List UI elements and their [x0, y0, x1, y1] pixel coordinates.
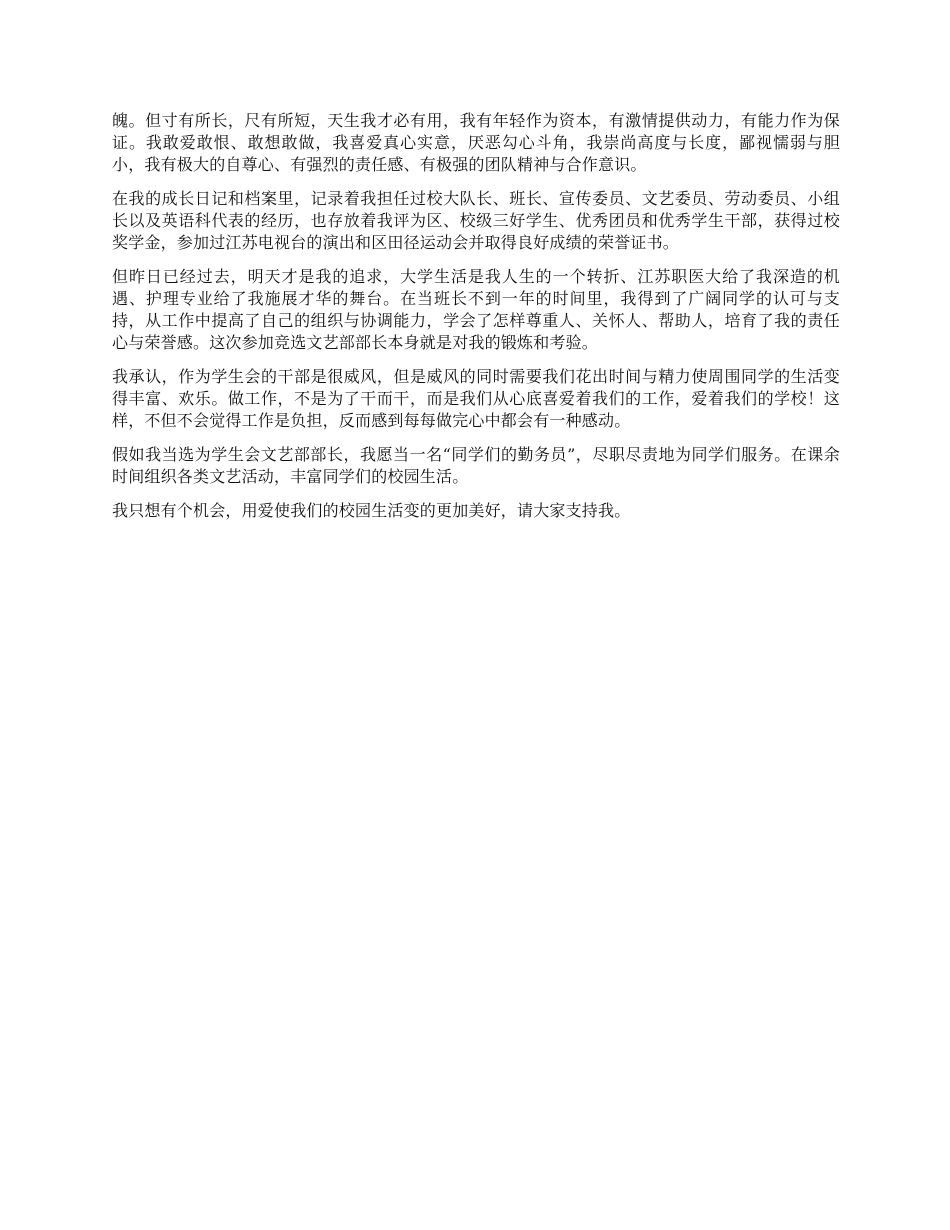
paragraph-3: 但昨日已经过去，明天才是我的追求，大学生活是我人生的一个转折、江苏职医大给了我深造的机遇、护理专业给了我施展才华的舞台。在当班长不到一年的时间里，我得到了广阔同学的认可与支持，从工作中提高了自己的组织与协调能力，学会了怎样尊重人、关怀人、帮助人，培育了我的责任心与荣誉感。这次参加竞选文艺部部长本身就是对我的锻炼和考验。	[112, 267, 840, 352]
paragraph-4: 我承认，作为学生会的干部是很威风，但是威风的同时需要我们花出时间与精力使周围同学的生活变得丰富、欢乐。做工作，不是为了干而干，而是我们从心底喜爱着我们的工作，爱着我们的学校！这样，不但不会觉得工作是负担，反而感到每每做完心中都会有一种感动。	[112, 367, 840, 430]
paragraph-1: 魄。但寸有所长，尺有所短，天生我才必有用，我有年轻作为资本，有激情提供动力，有能力作为保证。我敢爱敢恨、敢想敢做，我喜爱真心实意，厌恶勾心斗角，我崇尚高度与长度，鄙视懦弱与胆小，我有极大的自尊心、有强烈的责任感、有极强的团队精神与合作意识。	[112, 111, 840, 174]
paragraph-2: 在我的成长日记和档案里，记录着我担任过校大队长、班长、宣传委员、文艺委员、劳动委员、小组长以及英语科代表的经历，也存放着我评为区、校级三好学生、优秀团员和优秀学生干部，获得过校奖学金，参加过江苏电视台的演出和区田径运动会并取得良好成绩的荣誉证书。	[112, 189, 840, 252]
paragraph-5: 假如我当选为学生会文艺部部长，我愿当一名“同学们的勤务员”，尽职尽责地为同学们服务。在课余时间组织各类文艺活动，丰富同学们的校园生活。	[112, 445, 840, 486]
paragraph-6: 我只想有个机会，用爱使我们的校园生活变的更加美好，请大家支持我。	[112, 501, 631, 520]
document-body	[112, 110, 840, 534]
